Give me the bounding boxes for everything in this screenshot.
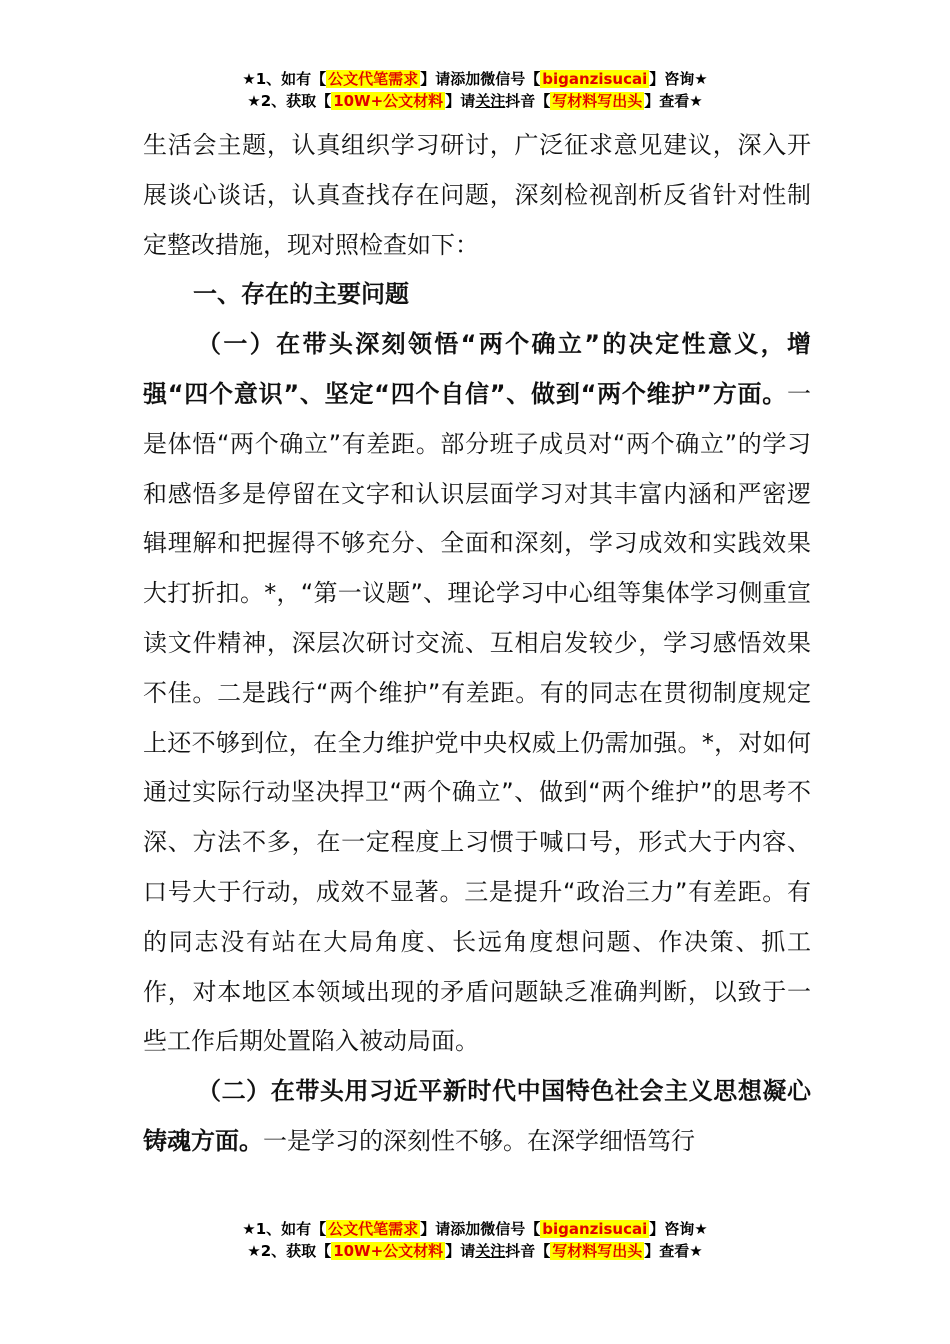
- promo-text: 】咨询★: [649, 1220, 708, 1238]
- subsection-1-text: 一是体悟“两个确立”有差距。部分班子成员对“两个确立”的学习和感悟多是停留在文字和认识层面学习对其丰富内涵和严密逻辑理解和把握得不够充分、全面和深刻，学习成效和实践效果大打折扣。*，“第一议题”、理论学习中心组等集体学习侧重宣读文件精神，深层次研讨交流、互相启发较少，学习感悟效果不佳。二是践行“两个维护”有差距。有的同志在贯彻制度规定上还不够到位，在全力维护党中央权威上仍需加强。*，对如何通过实际行动坚决捍卫“两个确立”、做到“两个维护”的思考不深、方法不多，在一定程度上习惯于喊口号，形式大于内容、口号大于行动，成效不显著。三是提升“政治三力”有差距。有的同志没有站在大局角度、长远角度想问题、作决策、抓工作，对本地区本领域出现的矛盾问题缺乏准确判断，以致于一些工作后期处置陷入被动局面。: [143, 379, 811, 1056]
- subsection-2-text: 一是学习的深刻性不够。在深学细悟笃行: [263, 1126, 695, 1155]
- promo-highlight: 写材料写出头: [552, 1242, 643, 1260]
- promo-text: ★2、获取【: [247, 92, 332, 110]
- promo-text: 】请添加微信号【: [420, 70, 541, 88]
- promo-text: ★2、获取【: [247, 1242, 332, 1260]
- promo-text: 】查看★: [644, 1242, 703, 1260]
- document-body: [143, 121, 811, 1167]
- promo-highlight: biganzisucai: [542, 70, 648, 88]
- promo-text: ★1、如有【: [242, 70, 327, 88]
- promo-underlined: 关注: [475, 92, 506, 110]
- subsection-2-paragraph: [143, 1067, 811, 1167]
- promo-highlight: 公文代笔需求: [328, 70, 419, 88]
- subsection-1-title: （一）在带头深刻领悟“两个确立”的决定性意义，增强“四个意识”、坚定“四个自信”、做到“两个维护”方面。: [143, 330, 811, 408]
- intro-paragraph: 生活会主题，认真组织学习研讨，广泛征求意见建议，深入开展谈心谈话，认真查找存在问题，深刻检视剖析反省针对性制定整改措施，现对照检查如下：: [143, 131, 811, 259]
- promo-text: 】咨询★: [649, 70, 708, 88]
- subsection-2-title: （二）在带头用习近平新时代中国特色社会主义思想凝心铸魂方面。: [143, 1077, 811, 1155]
- promo-text: 】请: [445, 92, 476, 110]
- promo-highlight: 10W+公文材料: [333, 92, 444, 110]
- promo-text: 】查看★: [644, 92, 703, 110]
- promo-highlight: 公文代笔需求: [328, 1220, 419, 1238]
- promo-highlight: 10W+公文材料: [333, 1242, 444, 1260]
- promo-highlight: biganzisucai: [542, 1220, 648, 1238]
- promo-underlined: 关注: [475, 1242, 506, 1260]
- promo-line-1: [0, 1218, 950, 1240]
- promo-text: 】请添加微信号【: [420, 1220, 541, 1238]
- subsection-1-paragraph: [143, 320, 811, 1067]
- header-promo-banner: [0, 68, 950, 112]
- promo-line-2: [0, 1240, 950, 1262]
- promo-text: 抖音【: [505, 1242, 551, 1260]
- footer-promo-banner: [0, 1218, 950, 1262]
- promo-highlight: 写材料写出头: [552, 92, 643, 110]
- promo-line-1: [0, 68, 950, 90]
- section-heading: 一、存在的主要问题: [193, 280, 409, 309]
- promo-text: 】请: [445, 1242, 476, 1260]
- promo-line-2: [0, 90, 950, 112]
- promo-text: ★1、如有【: [242, 1220, 327, 1238]
- promo-text: 抖音【: [505, 92, 551, 110]
